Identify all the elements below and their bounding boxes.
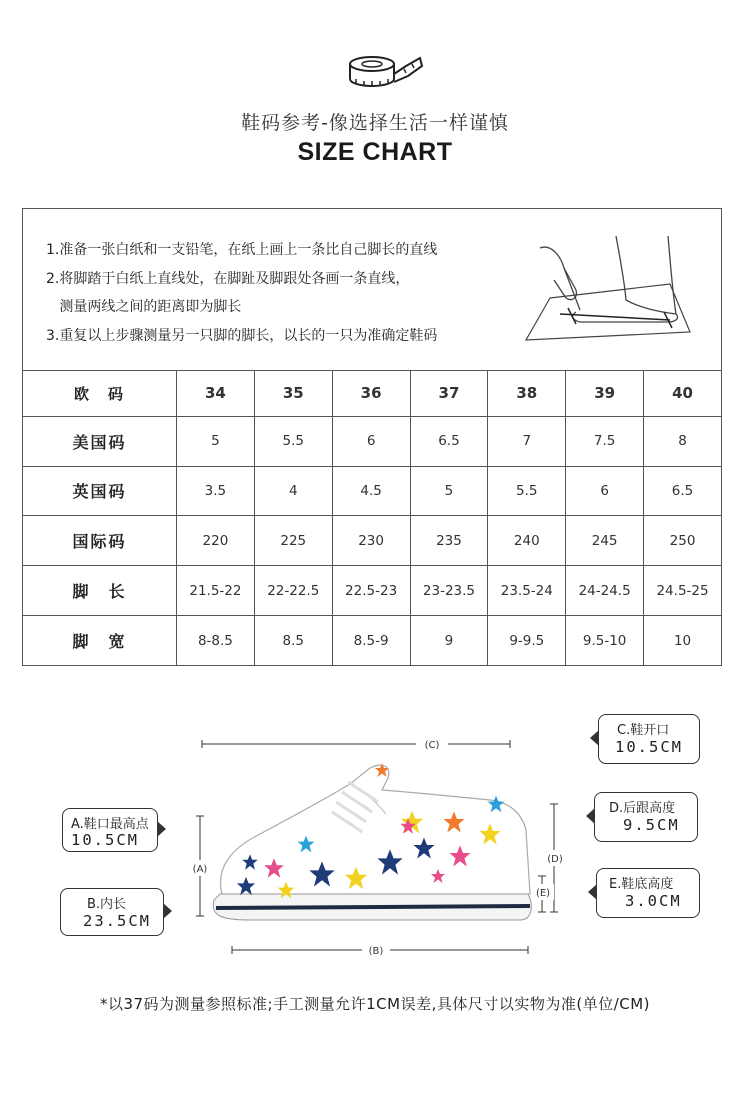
table-cell: 35 xyxy=(254,371,332,417)
table-cell: 34 xyxy=(177,371,255,417)
table-cell: 235 xyxy=(410,516,488,566)
instruction-step-2-cont: 测量两线之间的距离即为脚长 xyxy=(46,299,242,315)
table-cell: 9.5-10 xyxy=(566,616,644,666)
table-cell: 4 xyxy=(254,466,332,516)
instruction-step-2: 2.将脚踏于白纸上直线处，在脚趾及脚跟处各画一条直线， xyxy=(46,270,410,287)
table-cell: 10 xyxy=(644,616,722,666)
table-cell: 5.5 xyxy=(488,466,566,516)
table-cell: 8.5-9 xyxy=(332,616,410,666)
table-cell: 220 xyxy=(177,516,255,566)
callout-d xyxy=(594,792,698,842)
table-cell: 245 xyxy=(566,516,644,566)
row-header: 脚 宽 xyxy=(23,616,177,666)
page-title: SIZE CHART xyxy=(297,138,453,166)
callout-a-value: 10.5CM xyxy=(71,831,139,849)
table-cell: 9-9.5 xyxy=(488,616,566,666)
table-cell: 39 xyxy=(566,371,644,417)
table-cell: 8.5 xyxy=(254,616,332,666)
table-cell: 37 xyxy=(410,371,488,417)
instruction-step-3: 3.重复以上步骤测量另一只脚的脚长，以长的一只为准确定鞋码 xyxy=(46,327,438,344)
table-cell: 7.5 xyxy=(566,416,644,466)
table-cell: 8-8.5 xyxy=(177,616,255,666)
table-cell: 40 xyxy=(644,371,722,417)
table-cell: 22.5-23 xyxy=(332,566,410,616)
table-cell: 5.5 xyxy=(254,416,332,466)
table-cell: 225 xyxy=(254,516,332,566)
row-header: 美国码 xyxy=(23,416,177,466)
marker-a: (A) xyxy=(192,864,208,875)
shoe-illustration xyxy=(150,730,590,970)
table-row xyxy=(23,566,722,616)
marker-d: (D) xyxy=(547,854,563,865)
callout-e xyxy=(596,868,700,918)
table-cell: 6.5 xyxy=(644,466,722,516)
table-cell: 3.5 xyxy=(177,466,255,516)
instruction-step-1: 1.准备一张白纸和一支铅笔，在纸上画上一条比自己脚长的直线 xyxy=(46,242,438,258)
table-cell: 22-22.5 xyxy=(254,566,332,616)
table-cell: 21.5-22 xyxy=(177,566,255,616)
table-row xyxy=(23,466,722,516)
foot-measuring-illustration xyxy=(520,228,698,346)
callout-b xyxy=(60,888,164,936)
callout-e-label: E.鞋底高度 xyxy=(609,877,674,892)
callout-d-label: D.后跟高度 xyxy=(609,801,676,816)
table-cell: 5 xyxy=(177,416,255,466)
measuring-instructions xyxy=(46,236,437,350)
table-row xyxy=(23,371,722,417)
table-cell: 23.5-24 xyxy=(488,566,566,616)
row-header: 国际码 xyxy=(23,516,177,566)
marker-e: (E) xyxy=(535,888,551,899)
table-cell: 240 xyxy=(488,516,566,566)
table-row xyxy=(23,616,722,666)
callout-d-value: 9.5CM xyxy=(623,816,680,834)
row-header: 英国码 xyxy=(23,466,177,516)
table-row xyxy=(23,416,722,466)
table-cell: 230 xyxy=(332,516,410,566)
table-cell: 24-24.5 xyxy=(566,566,644,616)
row-header: 脚 长 xyxy=(23,566,177,616)
row-header: 欧 码 xyxy=(23,371,177,417)
table-cell: 23-23.5 xyxy=(410,566,488,616)
table-cell: 4.5 xyxy=(332,466,410,516)
table-cell: 36 xyxy=(332,371,410,417)
table-cell: 6 xyxy=(566,466,644,516)
size-table xyxy=(22,370,722,666)
table-cell: 7 xyxy=(488,416,566,466)
table-cell: 6 xyxy=(332,416,410,466)
tape-measure-icon xyxy=(344,52,424,94)
table-cell: 9 xyxy=(410,616,488,666)
marker-c: (C) xyxy=(424,740,440,751)
table-cell: 24.5-25 xyxy=(644,566,722,616)
table-row xyxy=(23,516,722,566)
table-cell: 8 xyxy=(644,416,722,466)
callout-c-value: 10.5CM xyxy=(615,738,683,756)
marker-b: (B) xyxy=(368,946,384,957)
table-cell: 250 xyxy=(644,516,722,566)
subtitle: 鞋码参考-像选择生活一样谨慎 xyxy=(241,112,509,134)
footnote: *以37码为测量参照标准;手工测量允许1CM误差,具体尺寸以实物为准(单位/CM) xyxy=(99,995,651,1013)
callout-b-label: B.内长 xyxy=(87,897,127,912)
callout-c-label: C.鞋开口 xyxy=(617,723,670,738)
callout-b-value: 23.5CM xyxy=(83,912,151,930)
callout-e-value: 3.0CM xyxy=(625,892,682,910)
callout-a-label: A.鞋口最高点 xyxy=(71,817,149,832)
table-cell: 6.5 xyxy=(410,416,488,466)
table-cell: 38 xyxy=(488,371,566,417)
callout-a xyxy=(62,808,158,852)
table-cell: 5 xyxy=(410,466,488,516)
callout-c xyxy=(598,714,700,764)
